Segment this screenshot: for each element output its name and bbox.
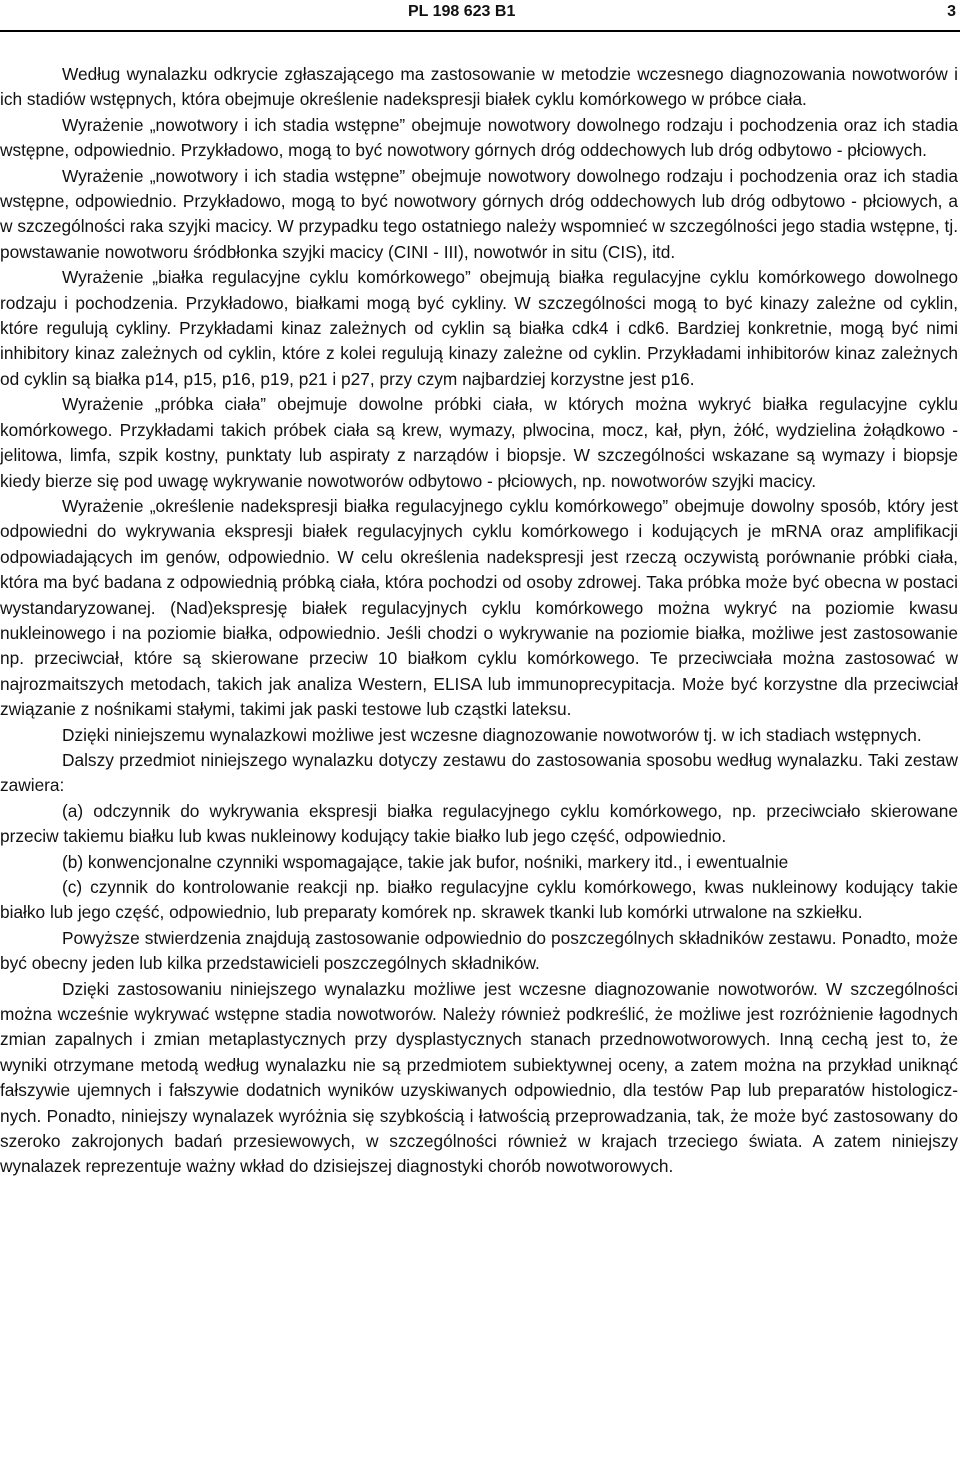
paragraph-definition-cell-cycle-proteins: Wyrażenie „białka regulacyjne cyklu komórkowego” obejmują białka regulacyjne cyklu komórkowego dowolnego rodzaju i pochodzenia. Przykładowo, białkami mogą być cykliny. W szczególności mogą to być kinazy zależne od cyklin, które regulują cykliny. Przykładami kinaz zależnych od cyklin są białka cdk4 i cdk6. Bardziej konkretnie, mogą być nimi inhibitory kinaz zależnych od cyklin, które z kolei regulują kinazy zależne od cyklin. Przykładami inhibitorów kinaz zależnych od cyklin są białka p14, p15, p16, p19, p21 i p27, przy czym najbardziej korzystne jest p16. <box>0 267 958 389</box>
page-header <box>0 0 960 32</box>
paragraph-kit-intro: Dalszy przedmiot niniejszego wynalazku dotyczy zestawu do zastosowania sposobu według wynalazku. Taki zestaw zawiera: <box>0 749 958 796</box>
paragraph-definition-overexpression: Wyrażenie „określenie nadekspresji białka regulacyjnego cyklu komórkowego” obejmuje dowolny sposób, który jest odpowiedni do wykrywania ekspresji białek regulacyjnych cyklu komórkowego i kodujących je mRNA oraz amplifikacji odpowiadających im genów, odpowiednio. W celu określenia nadekspresji jest rzeczą oczywistą porównanie próbki ciała, która ma być badana z odpowiednią próbką ciała, która pochodzi od osoby zdrowej. Taka próbka może być obecna w postaci wystandaryzowanej. (Nad)ekspresję białek regulacyjnych cyklu komórkowego można wykryć na poziomie kwasu nukleinowego i na poziomie białka, odpowiednio. Jeśli chodzi o wykrywanie na poziomie białka, możliwe jest zastosowanie np. przeciwciał, które są skierowane przeciw 10 białkom cyklu komórkowego. Te przeciwciała można zastosować w najrozmaitszych metodach, takich jak analiza Western, ELISA lub immunoprecypitacja. Może być korzystne dla przeciwciał związanie z nośnikami stałymi, takimi jak paski testowe lub cząstki lateksu. <box>0 495 958 720</box>
document-id: PL 198 623 B1 <box>408 3 516 20</box>
kit-item-a: (a) odczynnik do wykrywania ekspresji białka regulacyjnego cyklu komórkowego, np. przeciwciało skierowane przeciw takiemu białku lub kwas nukleinowy kodujący takie białko lub jego część, odpowiednio. <box>0 800 958 847</box>
kit-item-b: (b) konwencjonalne czynniki wspomagające, takie jak bufor, nośniki, markery itd., i ewentualnie <box>62 851 789 872</box>
document-body <box>0 62 958 1180</box>
paragraph-definition-tumors: Wyrażenie „nowotwory i ich stadia wstępne” obejmuje nowotwory dowolnego rodzaju i pochodzenia oraz ich stadia wstępne, odpowiednio. Przykładowo, mogą to być nowotwory górnych dróg oddechowych lub dróg odbytowo - płciowych, a w szczególności raka szyjki macicy. W przypadku tego ostatniego należy wspomnieć w szczególności jego stadia wstępne, tj. powstawanie nowotworu śródbłonka szyjki macicy (CINI - III), nowotwór in situ (CIS), itd. <box>0 165 958 262</box>
paragraph-definition-tumors-short: Wyrażenie „nowotwory i ich stadia wstępne” obejmuje nowotwory dowolnego rodzaju i pochodzenia oraz ich stadia wstępne, odpowiednio. Przykładowo, mogą to być nowotwory górnych dróg oddechowych lub dróg odbytowo - płciowych. <box>0 114 958 161</box>
kit-item-c: (c) czynnik do kontrolowanie reakcji np. białko regulacyjne cyklu komórkowego, kwas nukleinowy kodujący takie białko lub jego część, odpowiednio, lub preparaty komórek np. skrawek tkanki lub komórki utrwalone na szkiełku. <box>0 877 958 923</box>
paragraph-kit-components: Powyższe stwierdzenia znajdują zastosowanie odpowiednio do poszczególnych składników zestawu. Ponadto, może być obecny jeden lub kilka przedstawicieli poszczególnych składników. <box>0 927 958 974</box>
paragraph-intro: Według wynalazku odkrycie zgłaszającego ma zastosowanie w metodzie wczesnego diagnozowania nowotworów i ich stadiów wstępnych, która obejmuje określenie nadekspresji białek cyklu komórkowego w próbce ciała. <box>0 64 958 110</box>
paragraph-early-diagnosis: Dzięki niniejszemu wynalazkowi możliwe jest wczesne diagnozowanie nowotworów tj. w ich stadiach wstępnych. <box>62 724 922 745</box>
page-number: 3 <box>947 3 956 20</box>
paragraph-advantages: Dzięki zastosowaniu niniejszego wynalazku możliwe jest wczesne diagnozowanie nowotworów. W szczególności można wcześnie wykrywać wstępne stadia nowotworów. Należy również podkreślić, że możliwe jest rozróżnienie łagodnych zmian zapalnych i zmian metaplastycznych przy dysplastycznych stanach przednowotworowych. Inną cechą jest to, że wyniki otrzymane metodą według wynalazku nie są przedmiotem subiektywnej oceny, a zatem można na przykład uniknąć fałszywie ujemnych i fałszywie dodatnich wyników uzyskiwanych odpowiednio, dla testów Pap lub preparatów histologicznych. Ponadto, niniejszy wynalazek wyróżnia się szybkością i łatwością przeprowadzania, tak, że może być zastosowany do szeroko zakrojonych badań przesiewowych, w szczególności również w krajach trzeciego świata. A zatem niniejszy wynalazek reprezentuje ważny wkład do dzisiejszej diagnostyki chorób nowotworowych. <box>0 978 958 1177</box>
paragraph-definition-body-sample: Wyrażenie „próbka ciała” obejmuje dowolne próbki ciała, w których można wykryć białka regulacyjne cyklu komórkowego. Przykładami takich próbek ciała są krew, wymazy, plwocina, mocz, kał, płyn, żółć, wydzielina żołądkowo - jelitowa, limfa, szpik kostny, punktaty lub aspiraty z narządów i biopsje. W szczególności wskazane są wymazy i biopsje kiedy bierze się pod uwagę wykrywanie nowotworów odbytowo - płciowych, np. nowotworów szyjki macicy. <box>0 394 958 491</box>
